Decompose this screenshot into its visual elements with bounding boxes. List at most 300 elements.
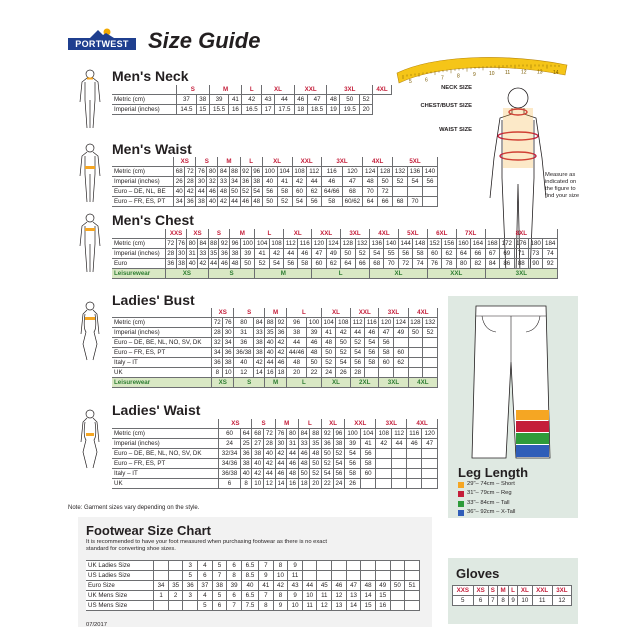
cell: 52 xyxy=(321,358,336,368)
cell: 104 xyxy=(321,318,336,328)
size-header: S xyxy=(208,229,229,239)
cell xyxy=(392,469,407,479)
size-l: L xyxy=(242,85,262,95)
header-spacer xyxy=(112,157,174,167)
cell: 17 xyxy=(262,105,275,115)
cell: 7 xyxy=(488,596,498,606)
cell: 8 xyxy=(273,561,288,571)
cell xyxy=(168,601,183,611)
tape-number: 13 xyxy=(537,69,543,76)
cell: 100 xyxy=(345,429,361,439)
cell: 40 xyxy=(252,459,264,469)
cell: 49 xyxy=(326,249,340,259)
cell: 15.5 xyxy=(209,105,229,115)
cell: 76 xyxy=(224,319,232,326)
cell: 112 xyxy=(284,239,298,249)
cell: 71 xyxy=(514,249,528,259)
cell: 46 xyxy=(207,187,218,197)
cell: 90 xyxy=(528,259,542,269)
cell: 6 xyxy=(227,561,242,571)
cell: 10 xyxy=(518,596,533,606)
size-header: S xyxy=(488,586,498,596)
cell: 128 xyxy=(341,239,355,249)
cell: 66 xyxy=(355,259,369,269)
table-row xyxy=(112,95,392,105)
tape-number: 8 xyxy=(457,73,460,80)
cell: 56 xyxy=(307,197,321,207)
size-header: L xyxy=(298,419,321,429)
cell: 80 xyxy=(456,259,470,269)
table-row xyxy=(86,601,420,611)
size-header: 4XL xyxy=(370,229,399,239)
cell: 7 xyxy=(259,561,274,571)
mountain-icon xyxy=(90,28,114,38)
tape-number: 9 xyxy=(473,72,476,79)
cell xyxy=(375,571,390,581)
cell: 50 xyxy=(336,338,351,348)
cell: 4 xyxy=(198,561,213,571)
cell xyxy=(361,571,376,581)
cell: 84 xyxy=(298,429,310,439)
cell: 116 xyxy=(365,318,379,328)
cell: 88 xyxy=(229,167,240,177)
cell: 120 xyxy=(379,318,394,328)
chest-size-label: CHEST/BUST SIZE xyxy=(420,103,472,109)
cell xyxy=(332,571,347,581)
cell: 36 xyxy=(220,250,228,257)
cell: 68 xyxy=(342,187,363,197)
cell: 16.5 xyxy=(242,105,262,115)
table-row xyxy=(112,167,438,177)
cell: 36 xyxy=(167,260,175,267)
cell: 28 xyxy=(264,439,276,449)
cell: 104 xyxy=(255,239,269,249)
cell: 92 xyxy=(220,240,228,247)
cell: 14 xyxy=(346,601,361,611)
cell xyxy=(365,368,379,378)
cell: 54 xyxy=(251,187,262,197)
row-label: UK Ladies Size xyxy=(86,561,154,571)
table-row xyxy=(112,328,438,338)
cell: 50 xyxy=(307,358,322,368)
cell: 100 xyxy=(262,167,277,177)
cell: 66 xyxy=(471,249,485,259)
cell xyxy=(302,571,317,581)
cell: 47 xyxy=(312,249,326,259)
cell: 47 xyxy=(342,177,363,187)
cell xyxy=(154,601,169,611)
cell: 88 xyxy=(266,319,274,326)
cell: 73 xyxy=(528,249,542,259)
row-label: Metric (cm) xyxy=(112,318,212,328)
cell: 41 xyxy=(360,439,376,449)
row-label: Euro Size xyxy=(86,581,154,591)
cell: 5 xyxy=(198,601,213,611)
cell xyxy=(408,358,423,368)
cell: 58 xyxy=(413,249,427,259)
row-label: US Mens Size xyxy=(86,601,154,611)
cell: 47 xyxy=(346,581,361,591)
cell: 32/34 xyxy=(219,449,241,459)
cell xyxy=(392,459,407,469)
cell: 47 xyxy=(379,328,394,338)
cell: 100 xyxy=(240,239,254,249)
cell: 78 xyxy=(442,259,456,269)
cell: 48 xyxy=(298,459,310,469)
cell: 8.5 xyxy=(241,571,258,581)
cell: 56 xyxy=(365,348,379,358)
cell xyxy=(379,368,394,378)
cell: 42 xyxy=(252,469,264,479)
cell: 96 xyxy=(286,318,306,328)
table-row xyxy=(112,358,438,368)
cell: 80 xyxy=(234,318,254,328)
cell: 62 xyxy=(326,259,340,269)
cell xyxy=(393,187,408,197)
cell: 176 xyxy=(514,239,528,249)
header-spacer xyxy=(112,419,219,429)
cell: 31 xyxy=(234,328,254,338)
cell: 10 xyxy=(224,369,232,376)
cell: 64/66 xyxy=(321,187,342,197)
cell: 46 xyxy=(287,459,299,469)
cell xyxy=(422,459,438,469)
cell xyxy=(405,601,420,611)
cell: 5 xyxy=(212,561,227,571)
cell: 120 xyxy=(312,239,326,249)
cell xyxy=(393,338,408,348)
table-row xyxy=(112,479,438,489)
cell: 11 xyxy=(302,601,317,611)
cell xyxy=(408,187,423,197)
cell: 72 xyxy=(398,259,412,269)
cell: 4 xyxy=(198,591,213,601)
cell: 44 xyxy=(229,197,240,207)
gloves-title: Gloves xyxy=(456,566,500,581)
cell: 116 xyxy=(298,239,312,249)
cell: 36 xyxy=(185,197,196,207)
cell: 164 xyxy=(471,239,485,249)
size-header: L xyxy=(240,157,262,167)
table-row xyxy=(86,591,420,601)
cell: 64 xyxy=(456,249,470,259)
cell: 50 xyxy=(341,249,355,259)
cell: 132 xyxy=(355,239,369,249)
cell: 136 xyxy=(370,239,384,249)
cell: 18.5 xyxy=(307,105,327,115)
cell: 46 xyxy=(321,177,342,187)
cell: 88 xyxy=(310,429,322,439)
cell: 48 xyxy=(363,177,378,187)
cell: L xyxy=(286,378,321,388)
cell: 24 xyxy=(219,439,241,449)
cell: 74 xyxy=(543,249,558,259)
row-label: Imperial (inches) xyxy=(112,439,219,449)
cell: 41 xyxy=(277,177,292,187)
cell: 33 xyxy=(298,439,310,449)
cell: 96 xyxy=(231,240,239,247)
cell: 72 xyxy=(264,429,276,439)
cell: 69 xyxy=(500,249,514,259)
cell: 68 xyxy=(370,259,384,269)
cell: 37 xyxy=(177,95,197,105)
cell: 80 xyxy=(207,167,218,177)
cell: 44 xyxy=(210,260,218,267)
row-label: Euro – FR, ES, PT xyxy=(112,197,174,207)
cell: 60 xyxy=(379,358,394,368)
cell: 18 xyxy=(298,479,310,489)
cell: 84 xyxy=(218,167,229,177)
cell: 96 xyxy=(251,167,262,177)
cell: 50 xyxy=(240,259,254,269)
cell: 136 xyxy=(408,167,423,177)
cell xyxy=(422,449,438,459)
cell: 40 xyxy=(240,469,252,479)
cell: 60 xyxy=(360,469,376,479)
row-label: Euro – DE, BE, NL, NO, SV, DK xyxy=(112,338,212,348)
table-row xyxy=(112,459,438,469)
cell: 31 xyxy=(188,250,196,257)
cell: 28 xyxy=(167,250,175,257)
cell: 1 xyxy=(154,591,169,601)
cell xyxy=(390,601,405,611)
cell: 22 xyxy=(307,368,322,378)
table-header-row xyxy=(112,229,558,239)
cell xyxy=(376,449,392,459)
cell: 2 xyxy=(168,591,183,601)
cell: 8 xyxy=(259,601,274,611)
cell: 46 xyxy=(298,249,312,259)
figure-chest-icon xyxy=(78,212,102,274)
cell xyxy=(422,197,437,207)
cell: 70 xyxy=(408,197,423,207)
tape-number: 12 xyxy=(521,69,527,76)
cell: 52 xyxy=(336,348,351,358)
cell: 39 xyxy=(227,581,242,591)
cell: 5 xyxy=(212,591,227,601)
cell: 50 xyxy=(322,449,334,459)
size-header: M xyxy=(265,308,287,318)
cell: 42 xyxy=(376,439,392,449)
cell: 54 xyxy=(269,259,283,269)
cell xyxy=(423,338,438,348)
header-spacer xyxy=(112,229,165,239)
size-header: M xyxy=(230,229,255,239)
cell: 43 xyxy=(288,581,303,591)
cell xyxy=(408,348,423,358)
cell: 50 xyxy=(340,95,360,105)
row-label: Imperial (inches) xyxy=(112,249,165,259)
cell: 12 xyxy=(317,601,332,611)
cell: 13 xyxy=(346,591,361,601)
cell: 42 xyxy=(185,187,196,197)
mens-neck-title: Men's Neck xyxy=(112,68,189,84)
mens-chest-title: Men's Chest xyxy=(112,212,194,228)
legend-label: 36"– 92cm – X-Tall xyxy=(467,509,516,516)
cell: 54 xyxy=(408,177,423,187)
cell: 36 xyxy=(213,359,221,366)
cell: 9 xyxy=(273,601,288,611)
cell: 46 xyxy=(220,260,228,267)
cell: 60 xyxy=(427,249,441,259)
cell: 56 xyxy=(398,249,412,259)
row-label: Euro xyxy=(112,259,165,269)
cell: 50 xyxy=(298,469,310,479)
cell: 62 xyxy=(442,249,456,259)
cell: 132 xyxy=(393,167,408,177)
cell: 36 xyxy=(322,439,334,449)
cell: 60 xyxy=(292,187,307,197)
cell: 42 xyxy=(242,95,262,105)
cell: 56 xyxy=(333,469,345,479)
cell: S xyxy=(234,378,265,388)
cell: 50 xyxy=(390,581,405,591)
garment-note: Note: Garment sizes vary depending on the style. xyxy=(68,505,200,511)
cell: 41 xyxy=(259,581,274,591)
cell: 140 xyxy=(384,239,398,249)
cell: 7 xyxy=(227,601,242,611)
cell: 17.5 xyxy=(275,105,295,115)
cell: 48 xyxy=(361,581,376,591)
cell: 46 xyxy=(240,197,251,207)
tape-number: 7 xyxy=(441,75,444,82)
cell: 28 xyxy=(351,368,365,378)
table-header-row xyxy=(112,308,438,318)
size-header: S xyxy=(252,419,275,429)
legend-swatch xyxy=(458,510,464,516)
size-header: 4XL xyxy=(407,419,438,429)
cell: 42 xyxy=(277,339,285,346)
cell: 44 xyxy=(275,95,295,105)
size-header: XXL xyxy=(351,308,379,318)
size-header: XXS xyxy=(165,229,186,239)
size-header: S xyxy=(196,157,218,167)
cell xyxy=(422,187,437,197)
cell: 76 xyxy=(178,240,185,247)
cell: 72 xyxy=(167,240,175,247)
cell xyxy=(390,591,405,601)
cell: 116 xyxy=(407,429,422,439)
trousers-icon xyxy=(470,302,552,460)
row-label: Metric (cm) xyxy=(112,95,177,105)
cell: 120 xyxy=(422,429,438,439)
size-header: 3XL xyxy=(376,419,407,429)
cell xyxy=(422,469,438,479)
cell: 26 xyxy=(174,177,185,187)
legend-item xyxy=(458,508,515,517)
cell xyxy=(360,479,376,489)
row-label: Italy – IT xyxy=(112,469,219,479)
measure-note: Measure as indicated on the figure to find your size xyxy=(545,172,580,199)
cell: 38 xyxy=(224,359,232,366)
cell: 44 xyxy=(351,328,365,338)
row-label: Euro – DE, NL, BE xyxy=(112,187,174,197)
cell: 19 xyxy=(327,105,340,115)
cell: 16 xyxy=(229,105,242,115)
table-header-row xyxy=(112,419,438,429)
size-header: 3XL xyxy=(341,229,370,239)
cell: 58 xyxy=(379,348,394,358)
cell xyxy=(302,561,317,571)
cell: 56 xyxy=(379,338,394,348)
cell: 38 xyxy=(252,449,264,459)
size-header: M xyxy=(218,157,240,167)
table-header-row xyxy=(112,85,392,95)
cell: 148 xyxy=(413,239,427,249)
cell: 26 xyxy=(336,368,351,378)
cell xyxy=(346,571,361,581)
cell: 54 xyxy=(292,197,307,207)
cell: 156 xyxy=(442,239,456,249)
cell: 116 xyxy=(321,167,342,177)
cell xyxy=(154,561,169,571)
cell xyxy=(183,601,198,611)
cell: 40 xyxy=(188,260,196,267)
neck-size-label: NECK SIZE xyxy=(441,85,472,91)
cell: 50 xyxy=(262,197,277,207)
cell: 35 xyxy=(266,329,274,336)
cell: 172 xyxy=(500,239,514,249)
leisurewear-row xyxy=(112,269,558,279)
cell: 30 xyxy=(178,250,185,257)
cell: 52 xyxy=(322,459,334,469)
cell: 62 xyxy=(393,358,408,368)
brand-name: PORTWEST xyxy=(68,38,136,50)
cell: 50 xyxy=(229,187,240,197)
cell: 12 xyxy=(264,479,276,489)
cell xyxy=(332,561,347,571)
cell: 60 xyxy=(312,259,326,269)
cell: 124 xyxy=(326,239,340,249)
cell: 44 xyxy=(275,459,287,469)
cell: 30 xyxy=(275,439,287,449)
cell: 14 xyxy=(275,479,287,489)
cell: 12 xyxy=(552,596,571,606)
cell: 120 xyxy=(342,167,363,177)
cell xyxy=(154,571,169,581)
cell: 54 xyxy=(345,449,361,459)
cell: 15 xyxy=(196,105,209,115)
cell: 108 xyxy=(336,318,351,328)
cell: 80 xyxy=(287,429,299,439)
cell: 48 xyxy=(251,197,262,207)
cell: 64 xyxy=(341,259,355,269)
cell: 52 xyxy=(355,249,369,259)
size-header: XXL xyxy=(532,586,552,596)
cell: 20 xyxy=(310,479,322,489)
size-4xl: 4XL xyxy=(373,85,392,95)
cell: XL xyxy=(370,269,428,279)
row-label: Euro – FR, ES, PT xyxy=(112,348,212,358)
cell: 44 xyxy=(287,449,299,459)
leg-length-title: Leg Length xyxy=(458,465,529,480)
size-header: 3XL xyxy=(321,157,362,167)
header-spacer xyxy=(112,85,177,95)
size-header: 7XL xyxy=(456,229,485,239)
cell: 14 xyxy=(255,369,263,376)
row-label: Imperial (inches) xyxy=(112,177,174,187)
cell: 64 xyxy=(240,429,252,439)
cell: 35 xyxy=(310,439,322,449)
cell: 44 xyxy=(264,469,276,479)
cell: 76 xyxy=(427,259,441,269)
cell: 44 xyxy=(392,439,407,449)
row-label: UK Mens Size xyxy=(86,591,154,601)
cell: 67 xyxy=(485,249,499,259)
size-header: 4XL xyxy=(408,308,437,318)
row-label: UK xyxy=(112,368,212,378)
cell: 60/62 xyxy=(342,197,363,207)
